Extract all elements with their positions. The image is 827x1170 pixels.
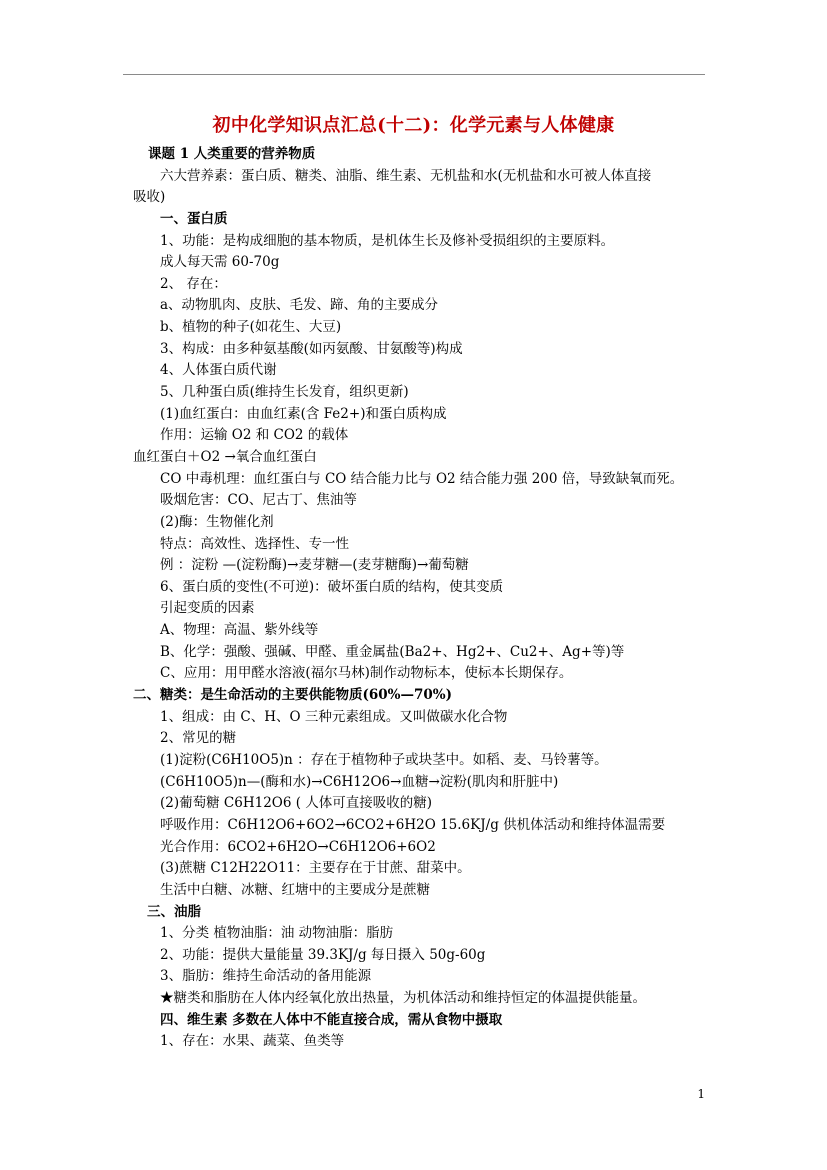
text-line: 5、几种蛋白质(维持生长发育，组织更新) — [160, 384, 409, 400]
section-heading: 一、蛋白质 — [160, 211, 228, 227]
section-heading: 课题 1 人类重要的营养物质 — [148, 146, 316, 162]
text-line: 例 ：淀粉 —(淀粉酶)→麦芽糖—(麦芽糖酶)→葡萄糖 — [160, 557, 469, 573]
text-line: 1、存在：水果、蔬菜、鱼类等 — [160, 1033, 345, 1049]
text-line: (2)葡萄糖 C6H12O6 ( 人体可直接吸收的糖) — [160, 795, 433, 811]
text-line: 3、构成：由多种氨基酸(如丙氨酸、甘氨酸等)构成 — [160, 341, 463, 357]
text-line: 1、组成：由 C、H、O 三种元素组成。又叫做碳水化合物 — [160, 709, 508, 725]
text-line: 2、功能：提供大量能量 39.3KJ/g 每日摄入 50g-60g — [160, 947, 486, 963]
text-line: ★糖类和脂肪在人体内经氧化放出热量，为机体活动和维持恒定的体温提供能量。 — [160, 990, 646, 1006]
section-heading: 三、油脂 — [147, 904, 201, 920]
text-line: 6、蛋白质的变性(不可逆)：破坏蛋白质的结构，使其变质 — [160, 579, 504, 595]
text-line: 光合作用：6CO2+6H2O→C6H12O6+6O2 — [160, 839, 436, 855]
text-line: (1)淀粉(C6H10O5)n ：存在于植物种子或块茎中。如稻、麦、马铃薯等。 — [160, 752, 608, 768]
text-line: 3、脂肪：维持生命活动的备用能源 — [160, 968, 372, 984]
text-line: CO 中毒机理：血红蛋白与 CO 结合能力比与 O2 结合能力强 200 倍，导致缺氧而死。 — [160, 471, 684, 487]
text-line: 呼吸作用：C6H12O6+6O2→6CO2+6H2O 15.6KJ/g 供机体活动和维持体温需要 — [160, 817, 666, 833]
text-line: 吸收) — [133, 189, 166, 205]
text-line: a、动物肌肉、皮肤、毛发、蹄、角的主要成分 — [160, 297, 439, 313]
section-heading: 二、糖类：是生命活动的主要供能物质(60%—70%) — [133, 687, 453, 703]
text-line: 生活中白糖、冰糖、红塘中的主要成分是蔗糖 — [160, 882, 430, 898]
text-line: B、化学：强酸、强碱、甲醛、重金属盐(Ba2+、Hg2+、Cu2+、Ag+等)等 — [160, 644, 625, 660]
text-line: b、植物的种子(如花生、大豆) — [160, 319, 342, 335]
header-rule — [123, 74, 705, 75]
text-line: (2)酶：生物催化剂 — [160, 514, 274, 530]
text-line: (1)血红蛋白：由血红素(含 Fe2+)和蛋白质构成 — [160, 406, 447, 422]
text-line: 引起变质的因素 — [160, 600, 255, 616]
page-number: 1 — [697, 1087, 705, 1101]
text-line: 作用：运输 O2 和 CO2 的载体 — [160, 427, 349, 443]
text-line: 吸烟危害：CO、尼古丁、焦油等 — [160, 492, 357, 508]
text-line: 2、常见的糖 — [160, 730, 237, 746]
text-line: (C6H10O5)n—(酶和水)→C6H12O6→血糖→淀粉(肌肉和肝脏中) — [160, 774, 559, 790]
section-heading: 四、维生素 多数在人体中不能直接合成，需从食物中摄取 — [160, 1012, 503, 1028]
text-line: 特点：高效性、选择性、专一性 — [160, 536, 349, 552]
text-line: 4、人体蛋白质代谢 — [160, 362, 277, 378]
text-line: 1、功能：是构成细胞的基本物质，是机体生长及修补受损组织的主要原料。 — [160, 233, 615, 249]
text-line: 成人每天需 60-70g — [160, 254, 280, 270]
page-title: 初中化学知识点汇总(十二)：化学元素与人体健康 — [212, 115, 615, 136]
text-line: 血红蛋白＋O2 →氧合血红蛋白 — [133, 449, 317, 465]
text-line: A、物理：高温、紫外线等 — [160, 622, 319, 638]
text-line: 1、分类 植物油脂：油 动物油脂：脂肪 — [160, 925, 394, 941]
text-line: (3)蔗糖 C12H22O11：主要存在于甘蔗、甜菜中。 — [160, 860, 471, 876]
text-line: 六大营养素：蛋白质、糖类、油脂、维生素、无机盐和水(无机盐和水可被人体直接 — [160, 168, 652, 184]
text-line: 2、 存在： — [160, 276, 227, 292]
text-line: C、应用：用甲醛水溶液(福尔马林)制作动物标本，使标本长期保存。 — [160, 665, 573, 681]
